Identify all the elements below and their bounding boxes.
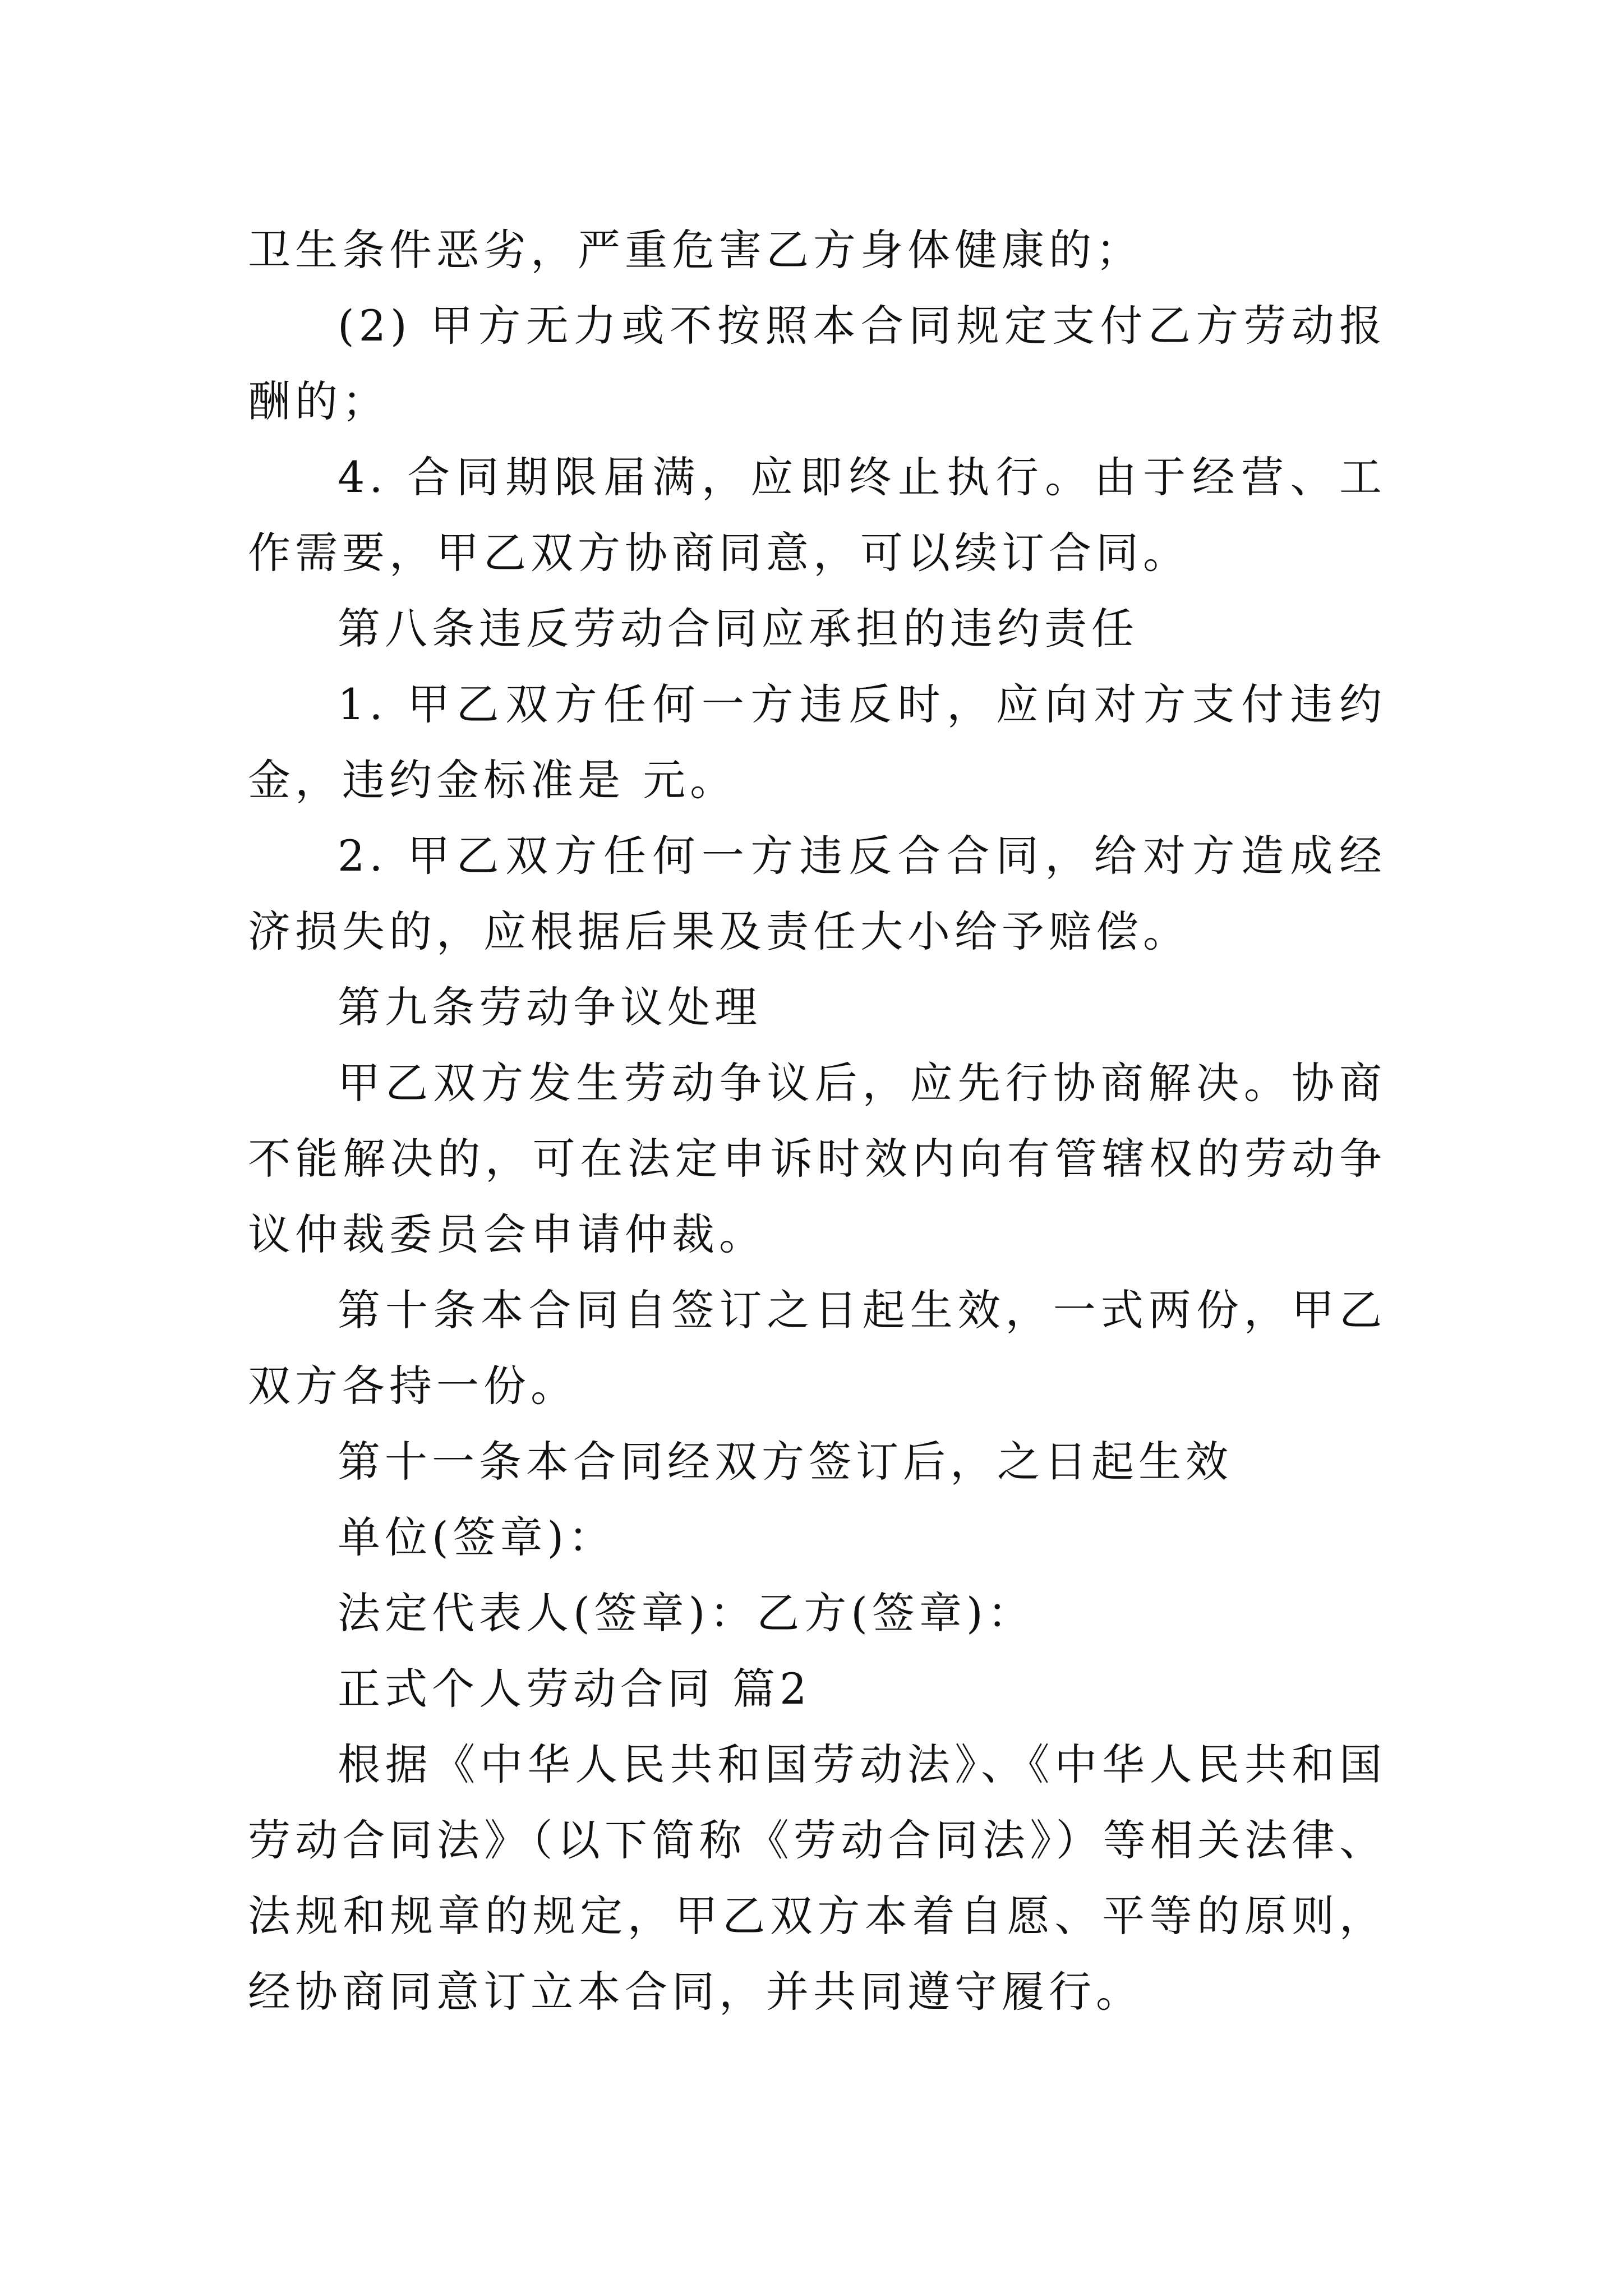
paragraph-5: 1. 甲乙双方任何一方违反时，应向对方支付违约金，违约金标准是 元。 bbox=[248, 679, 1386, 805]
signature-representative: 法定代表人(签章)：乙方(签章)： bbox=[338, 1588, 1035, 1638]
paragraph-8: 甲乙双方发生劳动争议后，应先行协商解决。协商不能解决的，可在法定申诉时效内向有管辖权的劳动争议仲裁委员会申请仲裁。 bbox=[248, 1058, 1386, 1259]
paragraph-article-10: 第十条本合同自签订之日起生效，一式两份，甲乙双方各持一份。 bbox=[248, 1285, 1386, 1411]
document-body bbox=[248, 212, 1386, 2030]
section-heading-article-9: 第九条劳动争议处理 bbox=[338, 982, 762, 1032]
paragraph-1: 卫生条件恶劣，严重危害乙方身体健康的； bbox=[248, 225, 1143, 275]
paragraph-article-11: 第十一条本合同经双方签订后，之日起生效 bbox=[338, 1437, 1233, 1487]
section-title-part-2: 正式个人劳动合同 篇2 bbox=[338, 1664, 811, 1714]
paragraph-14: 根据《中华人民共和国劳动法》、《中华人民共和国劳动合同法》（以下简称《劳动合同法》）等相关法律、法规和规章的规定，甲乙双方本着自愿、平等的原则，经协商同意订立本合同，并共同遵守履行。 bbox=[248, 1740, 1386, 2017]
paragraph-3: 4. 合同期限届满，应即终止执行。由于经营、工作需要，甲乙双方协商同意，可以续订合同。 bbox=[248, 452, 1386, 578]
paragraph-2: (2) 甲方无力或不按照本合同规定支付乙方劳动报酬的； bbox=[248, 301, 1386, 426]
signature-unit: 单位(签章)： bbox=[338, 1512, 616, 1562]
paragraph-6: 2. 甲乙双方任何一方违反合合同，给对方造成经济损失的，应根据后果及责任大小给予赔偿。 bbox=[248, 831, 1386, 956]
section-heading-article-8: 第八条违反劳动合同应承担的违约责任 bbox=[338, 604, 1138, 654]
